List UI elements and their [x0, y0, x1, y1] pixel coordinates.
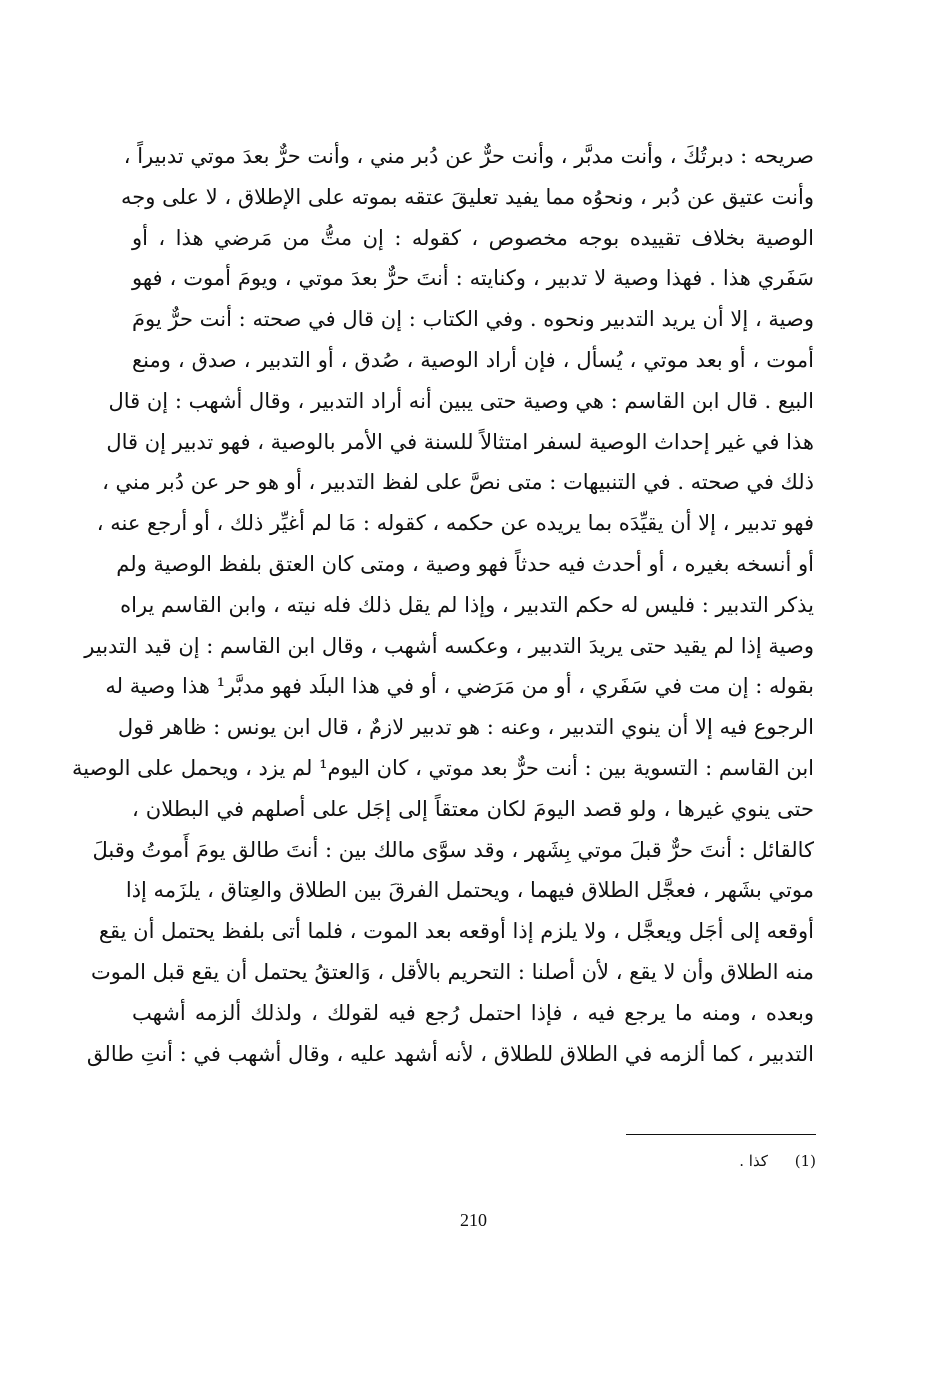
text-line: موتي بشَهر ، فعجَّل الطلاق فيهما ، ويحتمل الفرقَ بين الطلاق والعِتاق ، يلزَمه إذا	[125, 878, 814, 903]
footnote-divider	[626, 1134, 816, 1135]
text-line: الرجوع فيه إلا أن ينوي التدبير ، وعنه : هو تدبير لازمٌ ، قال ابن يونس : ظاهر قول	[117, 715, 814, 740]
text-line: ذلك في صحته . في التنبيهات : متى نصَّ على لفظ التدبير ، أو هو حر عن دُبر مني ،	[102, 470, 814, 495]
text-line: البيع . قال ابن القاسم : هي وصية حتى يبين أنه أراد التدبير ، وقال أشهب : إن قال	[108, 388, 814, 413]
text-line: الوصية بخلاف تقييده بوجه مخصوص ، كقوله : إن متُّ من مَرضي هذا ، أو	[132, 225, 814, 250]
text-line: ابن القاسم : التسوية بين : أنت حرٌّ بعد موتي ، كان اليوم¹ لم يزد ، ويحمل على الوصية	[72, 755, 814, 780]
body-text	[72, 136, 814, 1074]
text-line: أو أنسخه بغيره ، أو أحدث فيه حدثاً فهو وصية ، ومتى كان العتق بلفظ الوصية ولم	[116, 551, 814, 576]
footnote	[520, 1148, 816, 1174]
text-line: التدبير ، كما ألزمه في الطلاق للطلاق ، لأنه أشهد عليه ، وقال أشهب في : أنتِ طالق	[86, 1041, 814, 1066]
text-line: صريحه : دبرتُكَ ، وأنت مدبَّر ، وأنت حرٌّ عن دُبر مني ، وأنت حرٌّ بعدَ موتي تدبيراً ،	[123, 144, 814, 168]
text-line: حتى ينوي غيرها ، ولو قصد اليومَ لكان معتقاً إلى إجَل على أصلهم في البطلان ،	[132, 796, 814, 821]
text-line: سَفَري هذا . فهذا وصية لا تدبير ، وكنايته : أنتَ حرٌّ بعدَ موتي ، ويومَ أموت ، فهو	[132, 266, 814, 291]
text-line: هذا في غير إحداث الوصية لسفر امتثالاً للسنة في الأمر بالوصية ، فهو تدبير إن قال	[106, 429, 814, 454]
text-line: أموت ، أو بعد موتي ، يُسأل ، فإن أراد الوصية ، صُدق ، أو التدبير ، صدق ، ومنع	[132, 347, 814, 372]
text-line: فهو تدبير ، إلا أن يقيِّدَه بما يريده عن حكمه ، كقوله : مَا لم أغيِّر ذلك ، أو أرجع عنه ،	[96, 511, 814, 536]
text-line: يذكر التدبير : فليس له حكم التدبير ، وإذا لم يقل ذلك فله نيته ، وابن القاسم يراه	[120, 592, 814, 617]
footnote-number: (1)	[794, 1152, 816, 1170]
text-line: وصية ، إلا أن يريد التدبير ونحوه . وفي الكتاب : إن قال في صحته : أنت حرٌّ يومَ	[132, 307, 814, 332]
text-line: وصية إذا لم يقيد حتى يريدَ التدبير ، وعكسه أشهب ، وقال ابن القاسم : إن قيد التدبير	[84, 633, 814, 658]
text-line: وبعده ، ومنه ما يرجع فيه ، فإذا احتمل رُجع فيه لقولك ، ولذلك ألزمه أشهب	[132, 1000, 814, 1025]
text-line: وأنت عتيق عن دُبر ، ونحوُه مما يفيد تعليقَ عتقه بموته على الإطلاق ، لا على وجه	[121, 184, 814, 209]
text-line: أوقعه إلى أجَل ويعجَّل ، ولا يلزم إذا أوقعه بعد الموت ، فلما أتى بلفظ يحتمل أن يقع	[98, 919, 814, 944]
text-line: كالقائل : أنتَ حرٌّ قبلَ موتي بِشَهر ، وقد سوَّى مالك بين : أنتَ طالق يومَ أَموتُ وقبلَ	[92, 837, 814, 862]
footnote-text: كذا .	[739, 1152, 768, 1170]
text-line: منه الطلاق وأن لا يقع ، لأن أصلنا : التحريم بالأقل ، وَالعتقُ يحتمل أن يقع قبل الموت	[90, 959, 814, 984]
page-number: 210	[460, 1210, 487, 1230]
text-line: بقوله : إن مت في سَفَري ، أو من مَرَضي ، أو في هذا البلَد فهو مدبَّر¹ هذا وصية له	[105, 674, 814, 699]
